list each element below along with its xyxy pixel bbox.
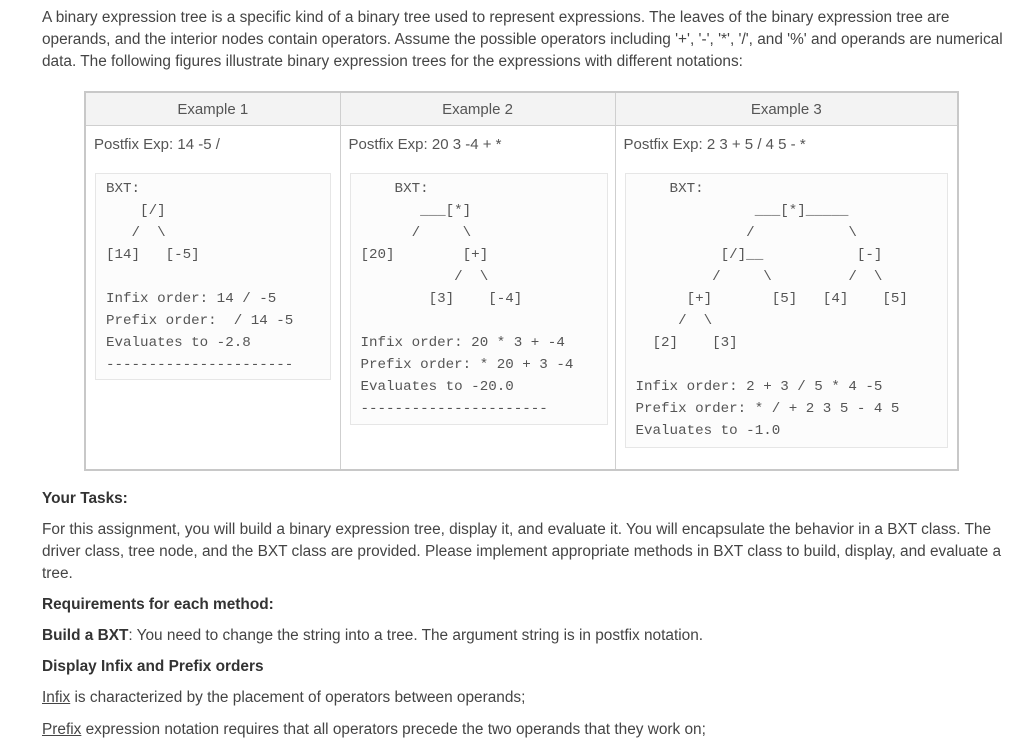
example-1-header: Example 1 [85,92,340,126]
examples-table [84,91,959,471]
example-1-code-block: BXT: [/] / \ [14] [-5] Infix order: 14 / -5 Prefix order: / 14 -5 Evaluates to -2.8 ---------------------- [95,173,331,380]
infix-text: is characterized by the placement of operators between operands; [70,689,526,706]
example-2-header: Example 2 [340,92,615,126]
prefix-definition [42,719,1010,741]
infix-definition [42,687,1010,709]
prefix-link[interactable]: Prefix [42,721,82,738]
example-3-header: Example 3 [615,92,958,126]
tasks-description: For this assignment, you will build a binary expression tree, display it, and evaluate it. You will encapsulate the behavior in a BXT class. The driver class, tree node, and the BXT class are provided. Please implement appropriate methods in BXT class to build, display, and evaluate a tree. [42,521,1002,582]
infix-link[interactable]: Infix [42,689,71,706]
example-3-cell [615,126,958,471]
example-3-postfix: Postfix Exp: 2 3 + 5 / 4 5 - * [623,136,806,153]
tasks-heading: Your Tasks: [42,490,128,507]
intro-paragraph: A binary expression tree is a specific kind of a binary tree used to represent expressions. The leaves of the binary expression tree are operands, and the interior nodes contain operators. Assume the possible operators including '+', '-', '*', '/', and '%' and operands are numerical data. The following figures illustrate binary expression trees for the expressions with different notations: [42,9,1003,70]
prefix-text: expression notation requires that all operators precede the two operands that they work on; [81,721,706,738]
build-text: : You need to change the string into a tree. The argument string is in postfix notation. [128,627,704,644]
example-1-postfix: Postfix Exp: 14 -5 / [94,136,220,153]
requirements-heading: Requirements for each method: [42,596,274,613]
tasks-section [42,489,1010,741]
build-label: Build a BXT [42,627,129,644]
build-requirement [42,625,1010,647]
examples-body-row [85,126,958,471]
example-3-code-block: BXT: ___[*]_____ / \ [/]__ [-] / \ / \ [+] [5] [4] [5] / \ [2] [3] Infix order: 2 + 3 / 5 * 4 -5 Prefix order: * / + 2 3 5 - 4 5 Evaluates to -1.0 [625,173,948,448]
example-2-postfix: Postfix Exp: 20 3 -4 + * [348,136,502,153]
display-heading: Display Infix and Prefix orders [42,658,264,675]
example-1-cell [85,126,340,471]
examples-header-row [85,92,958,126]
example-2-code-block: BXT: ___[*] / \ [20] [+] / \ [3] [-4] Infix order: 20 * 3 + -4 Prefix order: * 20 + 3 -4 Evaluates to -20.0 ---------------------- [350,173,608,425]
example-2-cell [340,126,615,471]
